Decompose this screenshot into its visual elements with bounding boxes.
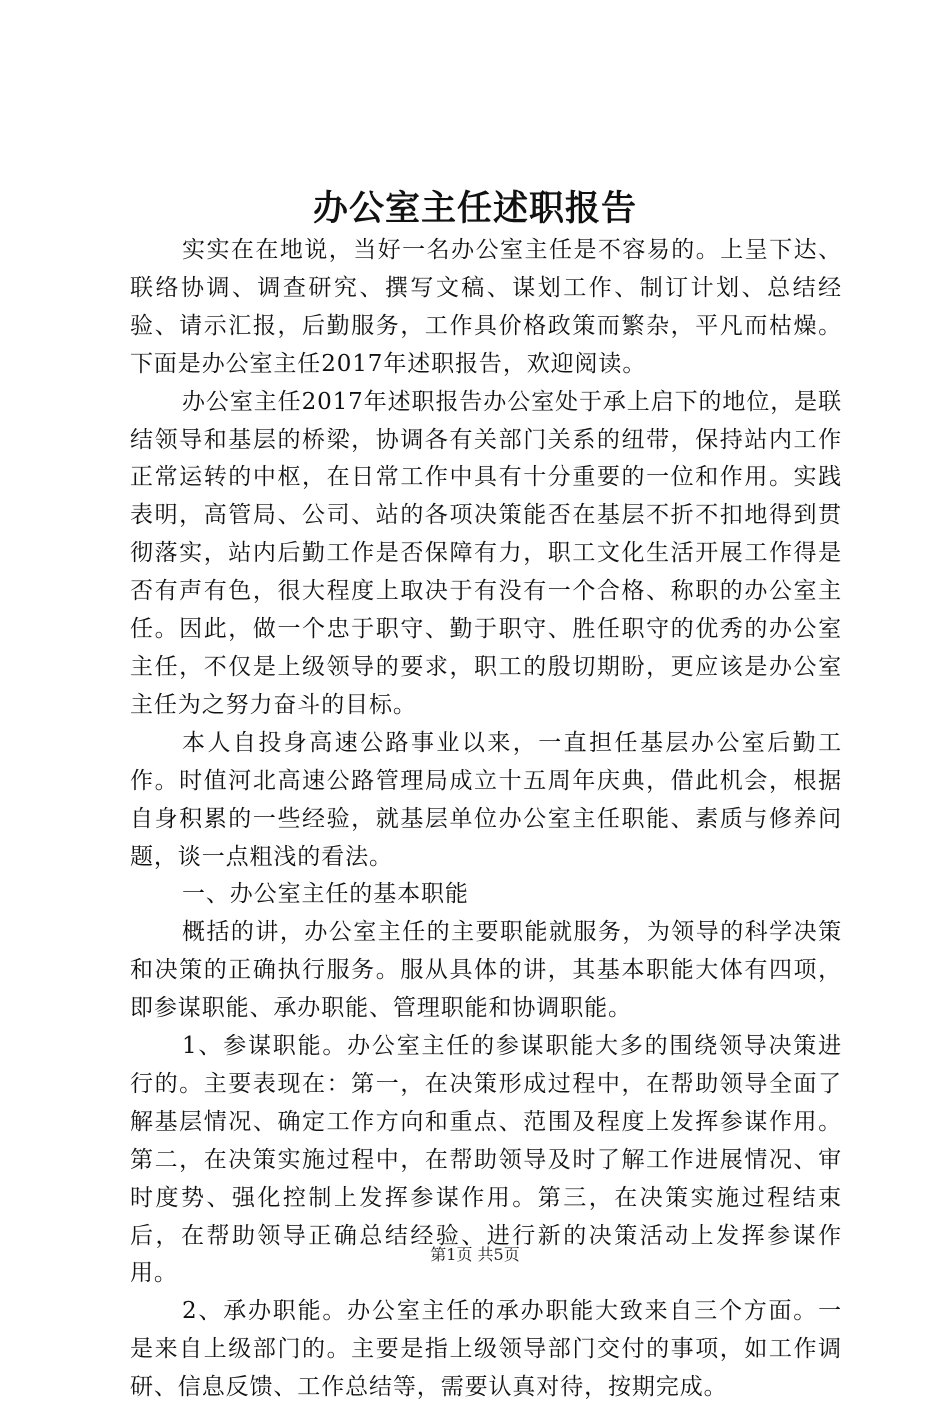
document-body [130, 232, 842, 1407]
paragraph-summary: 概括的讲，办公室主任的主要职能就服务，为领导的科学决策和决策的正确执行服务。服从具体的讲，其基本职能大体有四项，即参谋职能、承办职能、管理职能和协调职能。 [130, 919, 842, 1022]
paragraph-advisory-function: 1、参谋职能。办公室主任的参谋职能大多的围绕领导决策进行的。主要表现在：第一，在决策形成过程中，在帮助领导全面了解基层情况、确定工作方向和重点、范围及程度上发挥参谋作用。第二，在决策实施过程中，在帮助领导及时了解工作进展情况、审时度势、强化控制上发挥参谋作用。第三，在决策实施过程结束后，在帮助领导正确总结经验、进行新的决策活动上发挥参谋作用。 [130, 1033, 842, 1287]
document-title: 办公室主任述职报告 [312, 188, 637, 229]
paragraph-background: 本人自投身高速公路事业以来，一直担任基层办公室后勤工作。时值河北高速公路管理局成立十五周年庆典，借此机会，根据自身积累的一些经验，就基层单位办公室主任职能、素质与修养问题，谈一点粗浅的看法。 [130, 729, 842, 870]
page-footer: 第1页 共5页 [430, 1245, 520, 1264]
paragraph-intro: 实实在在地说，当好一名办公室主任是不容易的。上呈下达、联络协调、调查研究、撰写文稿、谋划工作、制订计划、总结经验、请示汇报，后勤服务，工作具价格政策而繁杂，平凡而枯燥。下面是办公室主任2017年述职报告，欢迎阅读。 [130, 237, 842, 377]
paragraph-undertaking-function: 2、承办职能。办公室主任的承办职能大致来自三个方面。一是来自上级部门的。主要是指上级领导部门交付的事项，如工作调研、信息反馈、工作总结等，需要认真对待，按期完成。 [130, 1298, 842, 1401]
paragraph-role: 办公室主任2017年述职报告办公室处于承上启下的地位，是联结领导和基层的桥梁，协调各有关部门关系的纽带，保持站内工作正常运转的中枢，在日常工作中具有十分重要的一位和作用。实践表明，高管局、公司、站的各项决策能否在基层不折不扣地得到贯彻落实，站内后勤工作是否保障有力，职工文化生活开展工作得是否有声有色，很大程度上取决于有没有一个合格、称职的办公室主任。因此，做一个忠于职守、勤于职守、胜任职守的优秀的办公室主任，不仅是上级领导的要求，职工的殷切期盼，更应该是办公室主任为之努力奋斗的目标。 [130, 388, 842, 718]
section-heading-basic-functions: 一、办公室主任的基本职能 [182, 881, 469, 908]
